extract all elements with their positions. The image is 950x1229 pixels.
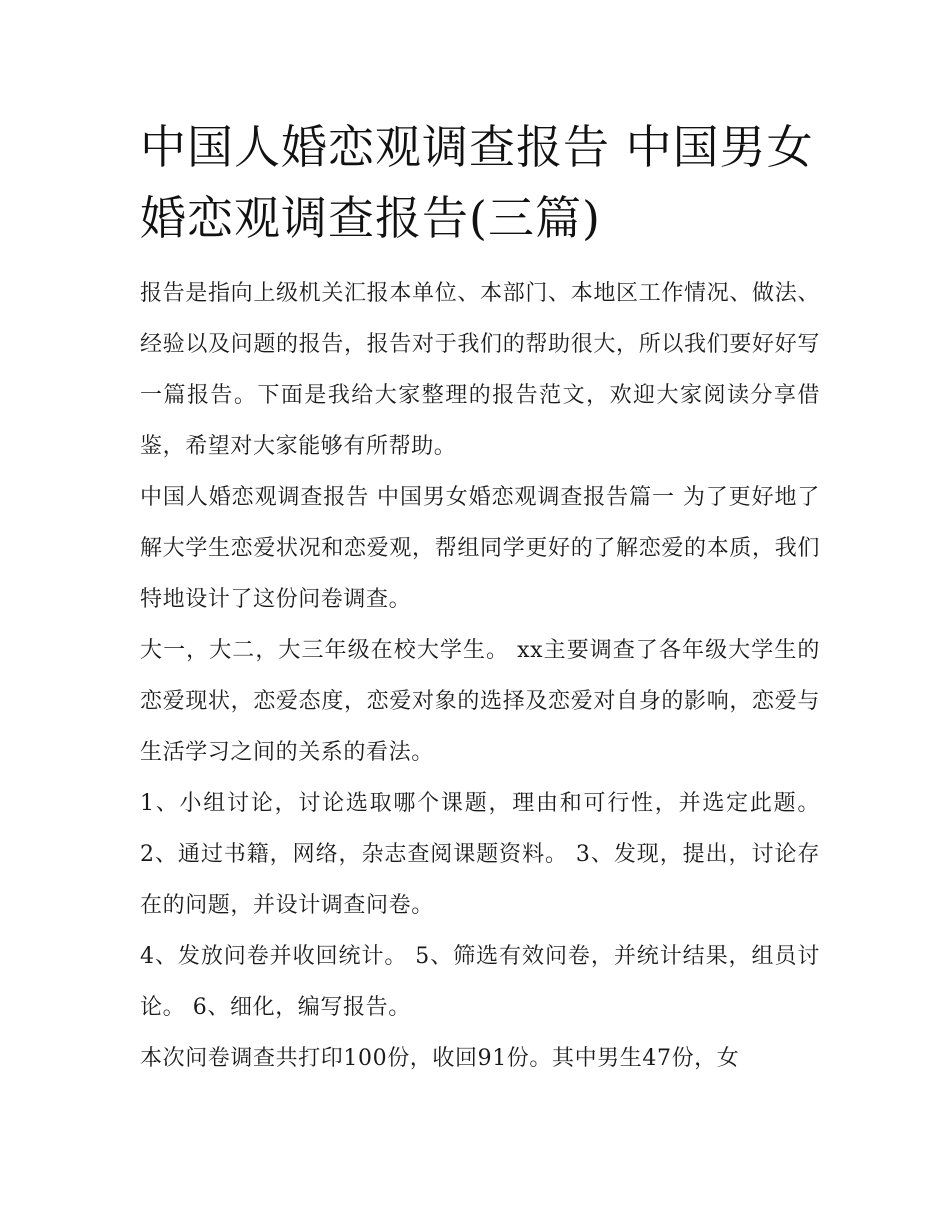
paragraph-steps-4-6: 4、发放问卷并收回统计。 5、筛选有效问卷，并统计结果，组员讨论。 6、细化，编写报告。 [140,944,820,1020]
paragraph-intro: 报告是指向上级机关汇报本单位、本部门、本地区工作情况、做法、经验以及问题的报告，报告对于我们的帮助很大，所以我们要好好写一篇报告。下面是我给大家整理的报告范文，欢迎大家阅读分享借鉴，希望对大家能够有所帮助。 [140,281,820,459]
document-body [140,112,820,1084]
paragraph-survey-stats: 本次问卷调查共打印100份，收回91份。其中男生47份，女 [140,1046,740,1071]
paragraph-survey-scope: 大一，大二，大三年级在校大学生。 xx主要调查了各年级大学生的恋爱现状，恋爱态度，恋爱对象的选择及恋爱对自身的影响，恋爱与生活学习之间的关系的看法。 [140,638,820,765]
paragraph-part-one: 中国人婚恋观调查报告 中国男女婚恋观调查报告篇一 为了更好地了解大学生恋爱状况和恋爱观，帮组同学更好的了解恋爱的本质，我们特地设计了这份问卷调查。 [140,485,820,612]
paragraph-steps-1-3: 1、小组讨论，讨论选取哪个课题，理由和可行性，并选定此题。 2、通过书籍，网络，杂志查阅课题资料。 3、发现，提出，讨论存在的问题，并设计调查问卷。 [140,791,820,918]
document-title: 中国人婚恋观调查报告 中国男女婚恋观调查报告(三篇) [140,120,814,245]
